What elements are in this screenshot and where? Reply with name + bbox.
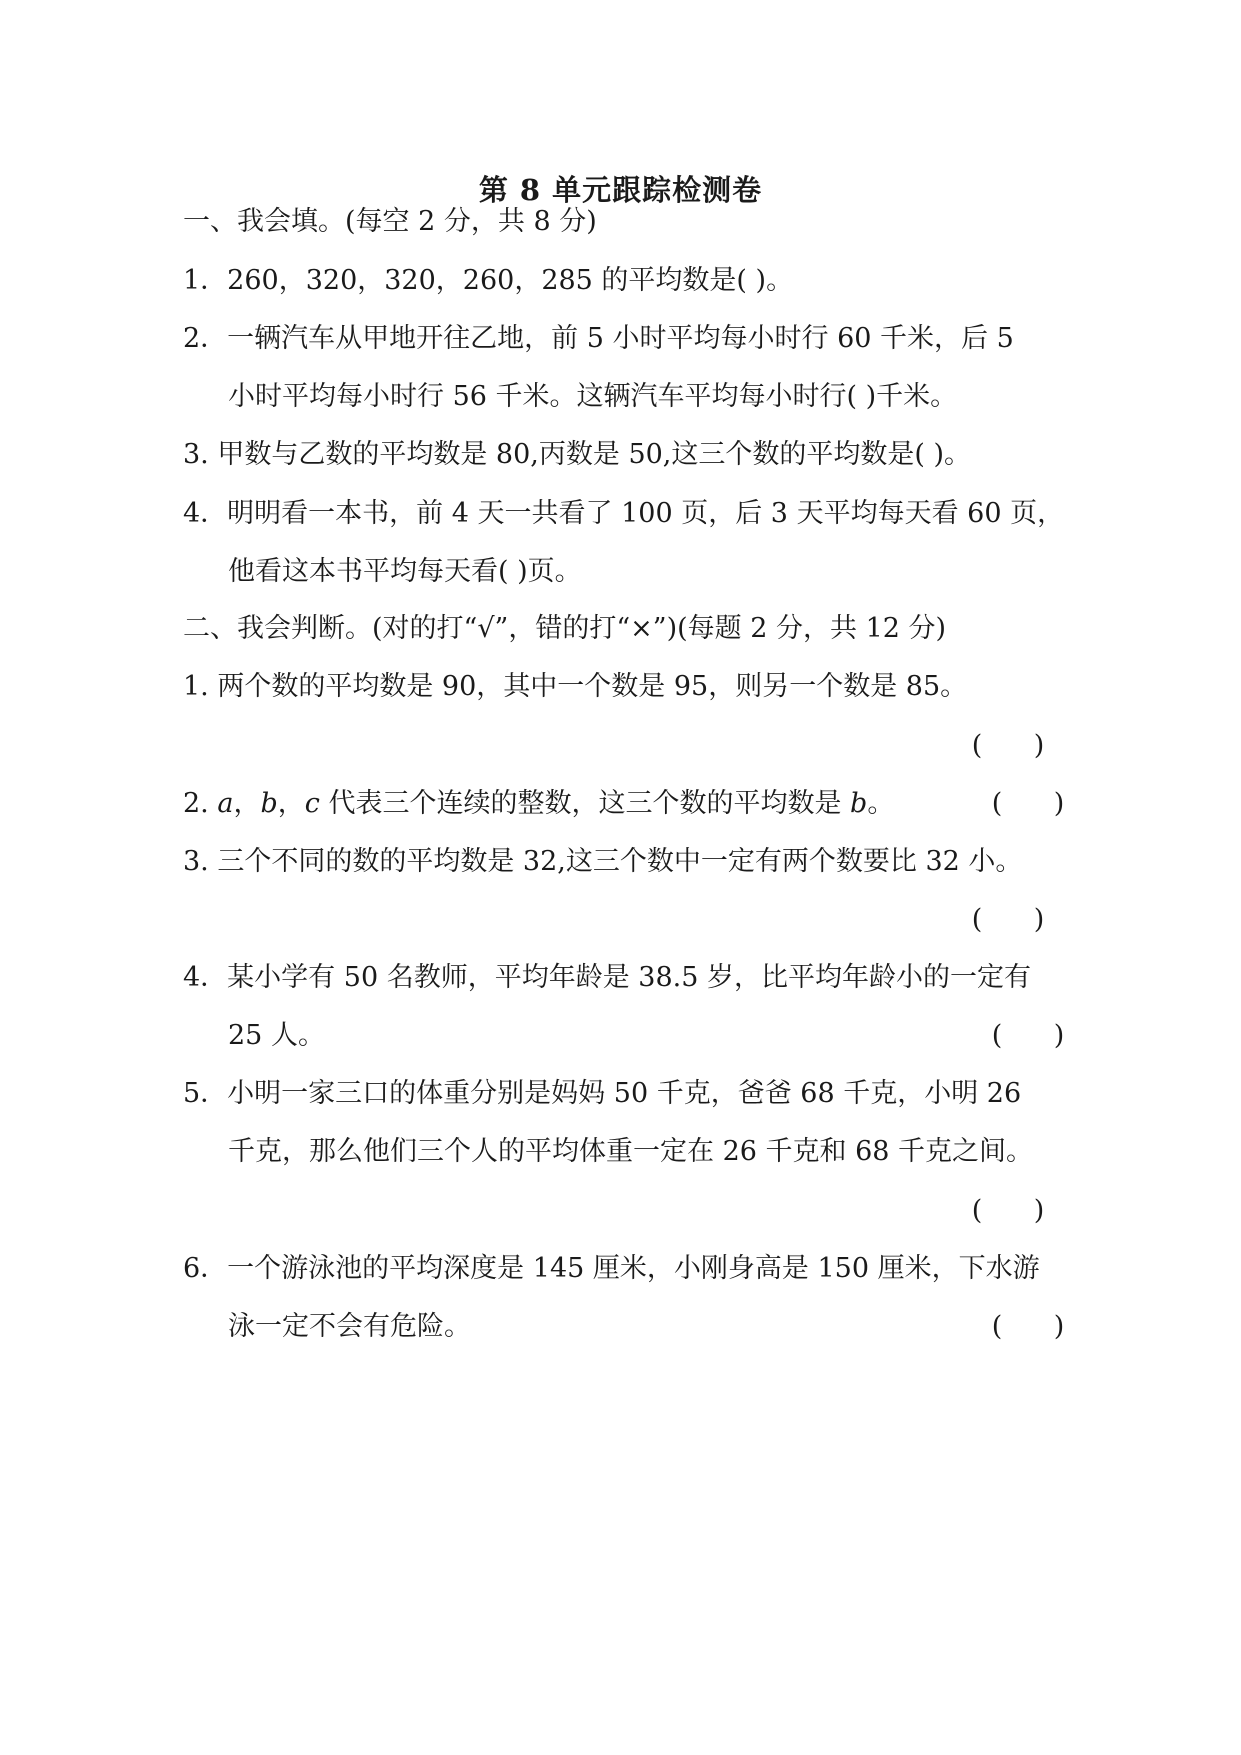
s2-question-4-line-1: 4．某小学有 50 名教师，平均年龄是 38.5 岁，比平均年龄小的一定有	[183, 962, 1031, 993]
s2-question-4-line-2	[228, 1016, 1073, 1056]
s1-question-3: 3. 甲数与乙数的平均数是 80,丙数是 50,这三个数的平均数是( )。	[183, 439, 972, 470]
s2-question-1: 1. 两个数的平均数是 90，其中一个数是 95，则另一个数是 85。	[183, 671, 968, 702]
s1-question-2-line-1: 2．一辆汽车从甲地开往乙地，前 5 小时平均每小时行 60 千米，后 5	[183, 323, 1014, 354]
s1-question-2-line-2: 小时平均每小时行 56 千米。这辆汽车平均每小时行( )千米。	[228, 381, 958, 412]
s2-question-3: 3. 三个不同的数的平均数是 32,这三个数中一定有两个数要比 32 小。	[183, 846, 1023, 877]
s2-question-6-answer-bracket: ( )	[991, 1311, 1065, 1342]
s2-question-5-line-1: 5．小明一家三口的体重分别是妈妈 50 千克，爸爸 68 千克，小明 26	[183, 1078, 1022, 1109]
s2-question-1-answer-bracket: ( )	[971, 730, 1045, 761]
s2-question-6-line-1: 6．一个游泳池的平均深度是 145 厘米，小刚身高是 150 厘米，下水游	[183, 1253, 1040, 1284]
s2-question-6-line-2	[228, 1307, 1073, 1347]
s2-q2-var-b-answer: b	[850, 788, 868, 819]
s2-question-2	[183, 784, 1073, 824]
page-title: 第 8 单元跟踪检测卷	[478, 173, 763, 207]
s2-question-3-answer-bracket: ( )	[971, 904, 1045, 935]
section1-heading: 一、我会填。(每空 2 分，共 8 分)	[183, 206, 597, 237]
s1-question-1: 1．260，320，320，260，285 的平均数是( )。	[183, 265, 794, 296]
s2-q2-end: 。	[867, 788, 895, 819]
s1-question-4-line-2: 他看这本书平均每天看( )页。	[228, 556, 582, 587]
s2-q2-sep-2: ，	[277, 788, 305, 819]
s2-q4-line-2-text: 25 人。	[228, 1020, 325, 1051]
s2-question-4-answer-bracket: ( )	[991, 1020, 1065, 1051]
s2-question-2-answer-bracket: ( )	[991, 788, 1065, 819]
s2-q2-sep-1: ，	[233, 788, 261, 819]
s2-q6-line-2-text: 泳一定不会有危险。	[228, 1311, 471, 1342]
s2-q2-var-c: c	[304, 788, 320, 819]
s2-q2-var-b: b	[260, 788, 278, 819]
s2-q2-middle: 代表三个连续的整数，这三个数的平均数是	[319, 788, 851, 819]
s2-q2-prefix: 2.	[183, 788, 218, 819]
s2-question-5-answer-bracket: ( )	[971, 1195, 1045, 1226]
s1-question-4-line-1: 4．明明看一本书，前 4 天一共看了 100 页，后 3 天平均每天看 60 页，	[183, 498, 1065, 529]
s2-q2-var-a: a	[217, 788, 234, 819]
section2-heading: 二、我会判断。(对的打“√”，错的打“×”)(每题 2 分，共 12 分)	[183, 613, 947, 644]
s2-question-5-line-2: 千克，那么他们三个人的平均体重一定在 26 千克和 68 千克之间。	[228, 1136, 1034, 1167]
